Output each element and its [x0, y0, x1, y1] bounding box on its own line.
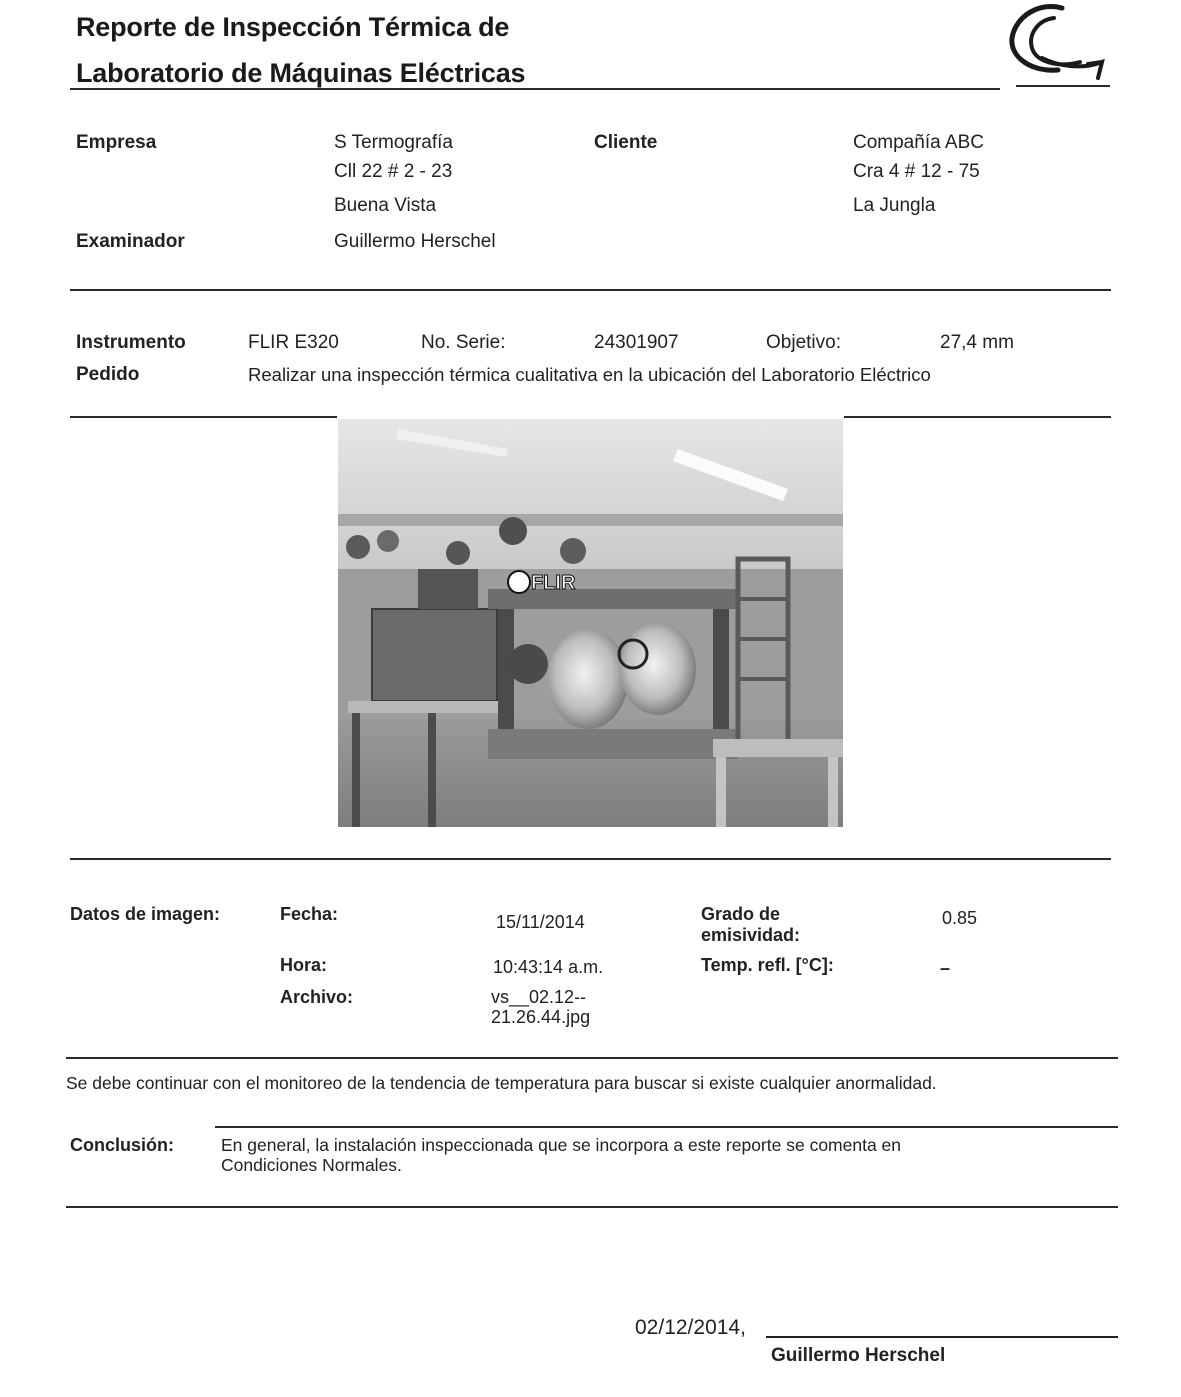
hora-value: 10:43:14 a.m.	[493, 957, 604, 977]
archivo-value-line1: vs__02.12--	[491, 987, 587, 1007]
report-title-line2: Laboratorio de Máquinas Eléctricas	[76, 58, 526, 88]
report-title-line1: Reporte de Inspección Térmica de	[76, 12, 510, 42]
section-divider	[70, 416, 337, 418]
instrumento-model: FLIR E320	[248, 332, 339, 353]
archivo-value-line2: 21.26.44.jpg	[491, 1007, 591, 1027]
section-divider	[215, 1126, 1118, 1128]
empresa-address: Cll 22 # 2 - 23	[334, 161, 453, 182]
swirl-logo-icon	[1002, 0, 1112, 92]
monitoring-note: Se debe continuar con el monitoreo de la tendencia de temperatura para buscar si existe cualquier anormalidad.	[66, 1073, 937, 1093]
temp-value: –	[940, 958, 951, 978]
section-divider	[70, 858, 1111, 860]
signature-line	[766, 1336, 1118, 1338]
pedido-text: Realizar una inspección térmica cualitativa en la ubicación del Laboratorio Eléctrico	[248, 364, 931, 385]
hora-label: Hora:	[280, 955, 328, 975]
signature-date: 02/12/2014,	[635, 1316, 746, 1339]
cliente-address: Cra 4 # 12 - 75	[853, 161, 980, 182]
cliente-label: Cliente	[594, 132, 658, 153]
inspection-photo	[338, 419, 843, 827]
signature-name: Guillermo Herschel	[771, 1345, 946, 1366]
empresa-city: Buena Vista	[334, 195, 437, 216]
fecha-label: Fecha:	[280, 904, 339, 924]
examinador-label: Examinador	[76, 231, 185, 252]
emisividad-value: 0.85	[942, 908, 978, 928]
section-divider	[66, 1206, 1118, 1208]
datos-label: Datos de imagen:	[70, 904, 221, 924]
section-divider	[66, 1057, 1118, 1059]
emisividad-label-line1: Grado de	[701, 904, 781, 924]
flir-watermark: FLIR	[531, 572, 576, 594]
cliente-city: La Jungla	[853, 195, 936, 216]
serie-value: 24301907	[594, 332, 679, 353]
empresa-name: S Termografía	[334, 132, 453, 153]
section-divider	[844, 416, 1111, 418]
conclusion-line1: En general, la instalación inspeccionada que se incorpora a este reporte se comenta en	[221, 1135, 902, 1155]
conclusion-line2: Condiciones Normales.	[221, 1155, 402, 1175]
conclusion-label: Conclusión:	[70, 1135, 174, 1155]
empresa-label: Empresa	[76, 132, 157, 153]
emisividad-label-line2: emisividad:	[701, 925, 801, 945]
objetivo-label: Objetivo:	[766, 332, 841, 353]
instrumento-label: Instrumento	[76, 332, 186, 353]
cliente-name: Compañía ABC	[853, 132, 984, 153]
serie-label: No. Serie:	[421, 332, 506, 353]
temp-label: Temp. refl. [°C]:	[701, 955, 834, 975]
fecha-value: 15/11/2014	[496, 912, 585, 932]
section-divider	[70, 289, 1111, 291]
objetivo-value: 27,4 mm	[940, 332, 1014, 353]
header-divider	[70, 88, 1000, 90]
pedido-label: Pedido	[76, 364, 140, 385]
examinador-name: Guillermo Herschel	[334, 231, 496, 252]
archivo-label: Archivo:	[280, 987, 354, 1007]
